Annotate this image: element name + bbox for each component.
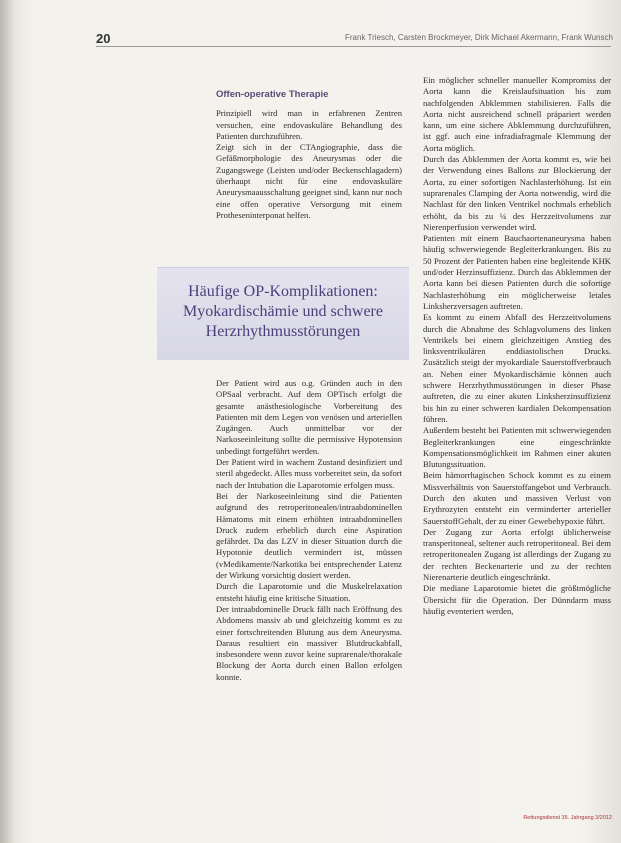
- page-number: 20: [96, 31, 111, 46]
- paragraph: Der Patient wird aus o.g. Gründen auch in den OPSaal verbracht. Auf dem OPTisch erfolgt die gesamte anästhesiologische Vorbereitung des Patienten mit dem Legen von venösen und arteriellen Zugängen. Auch unmittelbar vor der Narkoseeinleitung sollte die permissive Hypotension unbedingt fortgeführt werden.: [216, 378, 402, 456]
- paragraph: Durch das Abklemmen der Aorta kommt es, wie bei der Verwendung eines Ballons zur Blockierung der Aorta, zu einer sofortigen Nachlasterhöhung. Ist ein suprarenales Clamping der Aorta notwendig, wird die Nachlast für den linken Ventrikel nochmals erheblich erhöht, da bis zu ¼ des Herzzeitvolumens zur Nierenperfusion verwendet wird.: [423, 154, 611, 232]
- section-title: Offen-operative Therapie: [216, 89, 329, 100]
- paragraph: Außerdem besteht bei Patienten mit schwerwiegenden Begleiterkrankungen eine eingeschränkte Kompensationsmöglichkeit im Rahmen einer akuten Blutungssituation.: [423, 425, 611, 470]
- paragraph: Durch die Laparotomie und die Muskelrelaxation entsteht häufig eine kritische Situation.: [216, 581, 402, 603]
- callout-title: Häufige OP-Komplikationen: Myokardischämie und schwere Herzrhythmusstörungen: [183, 283, 383, 340]
- paragraph: Patienten mit einem Bauchaortenaneurysma haben häufig schwerwiegende Begleiterkrankungen. Bis zu 50 Prozent der Patienten haben eine begleitende KHK und/oder Herzinsuffizienz. Durch das Abklemmen der Aorta kann bei diesen Patienten durch die sofortige Nachlasterhöhung ein möglicherweise letales Linksherzversagen auftreten.: [423, 233, 611, 311]
- paragraph: Ein möglicher schneller manueller Kompromiss der Aorta kann die Kreislaufsituation bis zum nachfolgenden Abklemmen stabilisieren. Falls die Aorta nicht ausreichend schnell präpariert werden kann, um eine sichere Abklemmung durchzuführen, ist ggf. auch eine infradiafragmale Klemmung der Aorta möglich.: [423, 75, 611, 153]
- left-column-bottom: [216, 378, 402, 683]
- paragraph: Es kommt zu einem Abfall des Herzzeitvolumens durch die Abnahme des Schlagvolumens des linken Ventrikels bei einem gleichzeitigen Anstieg des linksventrikulären enddiastolischen Drucks. Zusätzlich steigt der myokardiale Sauerstoffverbrauch an. Neben einer Myokardischämie können auch schwere Herzrhythmusstörungen in dieser Phase auftreten, die zu einer akuten Linksherzinsuffizienz bis hin zu einer schweren kardialen Dekompensation führen.: [423, 312, 611, 424]
- right-column: [423, 75, 611, 617]
- running-header-authors: Frank Triesch, Carsten Brockmeyer, Dirk Michael Akermann, Frank Wunsch: [345, 33, 613, 42]
- footer-journal-info: Rettungsdienst 35. Jahrgang 3/2012: [523, 815, 612, 821]
- scan-binding-shadow: [0, 0, 14, 843]
- paragraph: Prinzipiell wird man in erfahrenen Zentren versuchen, eine endovaskuläre Behandlung des Patienten durchzuführen.: [216, 108, 402, 141]
- paragraph: Beim hämorrhagischen Schock kommt es zu einem Missverhältnis von Sauerstoffangebot und Verbrauch. Durch den akuten und massiven Verlust von Erythrozyten entsteht ein verminderter arterieller SauerstoffGehalt, der zu einer Gewebehypoxie führt.: [423, 470, 611, 526]
- paragraph: Der Zugang zur Aorta erfolgt üblicherweise transperitoneal, seltener auch retroperitoneal. Bei dem retroperitonealen Zugang ist allerdings der Zugang zu der rechten Beckenarterie und zu der rechten Nierenarterie deutlich eingeschränkt.: [423, 526, 611, 583]
- paragraph: Zeigt sich in der CTAngiographie, dass die Gefäßmorphologie des Aneurysmas oder die Zugangswege (Leisten und/oder Beckenschlagadern) überhaupt nicht für eine endovaskuläre Aneurysmaausschaltung geeignet sind, kann nur noch eine offen operative Versorgung mit einem Protheseninterponat helfen.: [216, 142, 402, 220]
- left-column-top: [216, 89, 402, 221]
- paragraph: Die mediane Laparotomie bietet die größtmögliche Übersicht für die Operation. Der Dünndarm muss häufig eventeriert werden,: [423, 583, 611, 616]
- paragraph: Der Patient wird in wachem Zustand desinfiziert und steril abgedeckt. Alles muss vorbereitet sein, da sofort nach der Intubation die Laparotomie erfolgen muss.: [216, 457, 402, 490]
- paragraph: Bei der Narkoseeinleitung sind die Patienten aufgrund des retroperitonealen/intraabdominellen Hämatoms mit einem erhöhten intraabdominellen Druck zudem erheblich durch eine Aspiration gefährdet. Da das LZV in dieser Situation durch die Hypotonie deutlich vermindert ist, müssen (vMedikamente/Narkotika bei entsprechender Latenz der Wirkung vorsichtig dosiert werden.: [216, 490, 402, 581]
- header-divider: [96, 46, 611, 47]
- paragraph: Der intraabdominelle Druck fällt nach Eröffnung des Abdomens massiv ab und gleichzeitig kommt es zu einer fortschreitenden Blutung aus dem Aneurysma. Daraus resultiert ein massiver Blutdruckabfall, insbesondere wenn zuvor keine suprarenale/thorakale Blockung der Aorta durch einen Ballon erfolgen konnte.: [216, 603, 402, 682]
